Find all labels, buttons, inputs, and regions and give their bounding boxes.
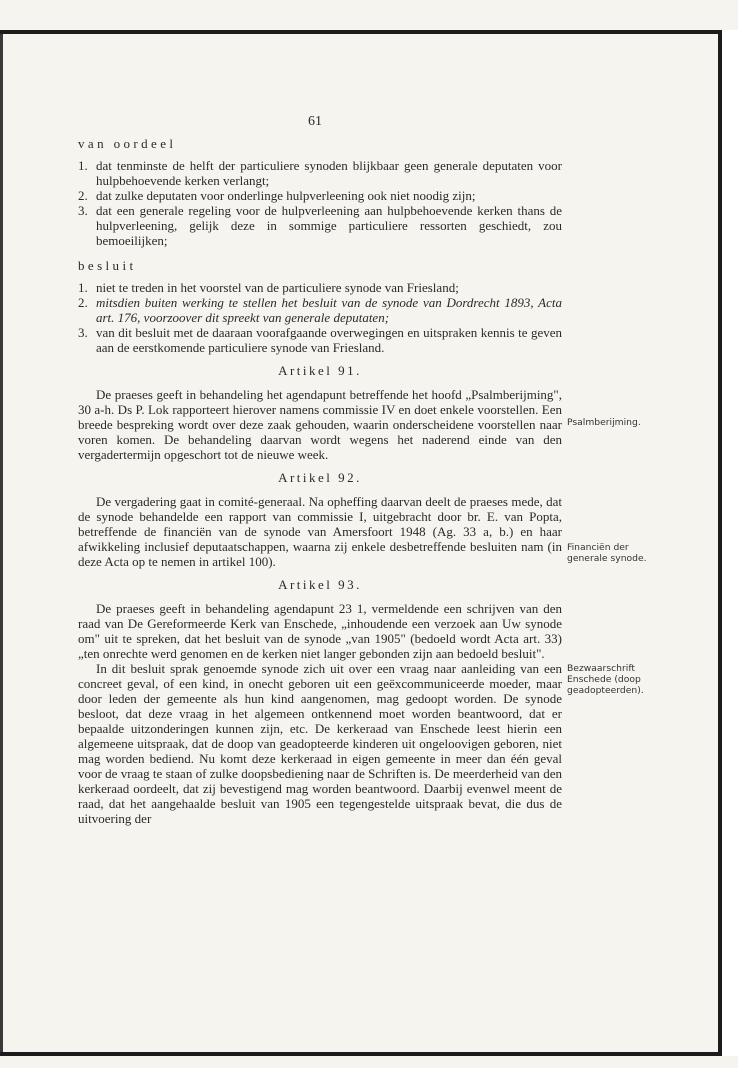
scan-left-edge [0, 30, 3, 1056]
margin-note-bezwaarschrift: Bezwaarschrift Enschede (doop geadopteerden). [567, 663, 644, 696]
decisions-list [78, 280, 562, 355]
scan-margin-white [722, 30, 738, 1056]
considerations-list [78, 158, 562, 248]
article-91-heading: Artikel 91. [278, 363, 362, 378]
article-92-heading: Artikel 92. [278, 470, 362, 485]
page-body [78, 130, 562, 826]
margin-note-financien: Financiën der generale synode. [567, 542, 647, 564]
article-93-paragraph-2: In dit besluit sprak genoemde synode zich uit over een vraag naar aanleiding van een concreet geval, of een kind, in onecht geboren uit een geëxcommuniceerde moeder, maar door leden der gemeente als hun kind aangenomen, mag gedoopt worden. De synode besloot, dat deze vraag in het algemeen ontkennend moet worden beantwoord, dat er bepaalde uitzonderingen kunnen zijn, etc. De kerkeraad van Enschede leest hierin een algemeene uitspraak, dat de doop van geadopteerde kinderen uit ongeloovigen geboren, niet mag worden bediend. Nu komt deze kerkeraad in eigen gemeente in meer dan één geval voor de vraag te staan of zulke doopsbediening naar de Schriften is. De meerderheid van den kerkeraad oordeelt, dat zij bevestigend mag worden beantwoord. Daarbij evenwel meent de raad, dat het aangehaalde besluit van 1905 een tegengestelde uitspraak bevat, die dus de uitvoering der [78, 661, 562, 826]
consideration-item: 3. dat een generale regeling voor de hulpverleening aan hulpbehoevende kerken thans de hulpverleening, gelijk deze in sommige particuliere ressorten geschiedt, zou bemoeilijken; [78, 203, 562, 248]
consideration-item: 2. dat zulke deputaten voor onderlinge hulpverleening ook niet noodig zijn; [78, 188, 476, 203]
scan-bottom-edge [0, 1052, 722, 1056]
decision-item: 3. van dit besluit met de daaraan voorafgaande overwegingen en uitspraken kennis te geven aan de eerstkomende particuliere synode van Friesland. [78, 325, 562, 355]
scan-right-edge [718, 30, 722, 1056]
page-number: 61 [308, 114, 322, 129]
margin-note-psalmberijming: Psalmberijming. [567, 417, 641, 428]
decision-item: 2. mitsdien buiten werking te stellen het besluit van de synode van Dordrecht 1893, Acta art. 176, voorzoover dit spreekt van generale deputaten; [78, 295, 562, 325]
decision-heading: besluit [78, 258, 137, 273]
consideration-item: 1. dat tenminste de helft der particuliere synoden blijkbaar geen generale deputaten voor hulpbehoevende kerken verlangt; [78, 158, 562, 188]
intro-heading: van oordeel [78, 136, 177, 151]
scan-top-edge [0, 30, 722, 34]
article-93-heading: Artikel 93. [278, 577, 362, 592]
decision-item: 1. niet te treden in het voorstel van de particuliere synode van Friesland; [78, 280, 459, 295]
article-93-paragraph-1: De praeses geeft in behandeling agendapunt 23 1, vermeldende een schrijven van den raad van De Gereformeerde Kerk van Enschede, „inhoudende een verzoek aan Uw synode om" uit te spreken, dat het besluit van de synode „van 1905" (bedoeld wordt Acta art. 33) „ten onrechte werd genomen en de kerken niet langer gebonden zijn aan bedoeld besluit". [78, 601, 562, 661]
article-91-paragraph: De praeses geeft in behandeling het agendapunt betreffende het hoofd „Psalmberijming", 30 a-h. Ds P. Lok rapporteert hierover namens commissie IV en doet enkele voorstellen. Een breede bespreking wordt over deze zaak gehouden, waarin onderscheidene voorstellen naar voren komen. De behandeling daarvan wordt wegens het naderend einde van den vergadertermijn opgeschort tot de nieuwe week. [78, 387, 562, 462]
article-92-paragraph: De vergadering gaat in comité-generaal. Na opheffing daarvan deelt de praeses mede, dat de synode behandelde een rapport van commissie I, uitgebracht door br. E. van Popta, betreffende de financiën van de synode van Amersfoort 1948 (Ag. 33 a, b.) en haar afwikkeling inclusief deputaatschappen, waarna zij enkele desbetreffende besluiten nam (in deze Acta op te nemen in artikel 100). [78, 494, 562, 569]
